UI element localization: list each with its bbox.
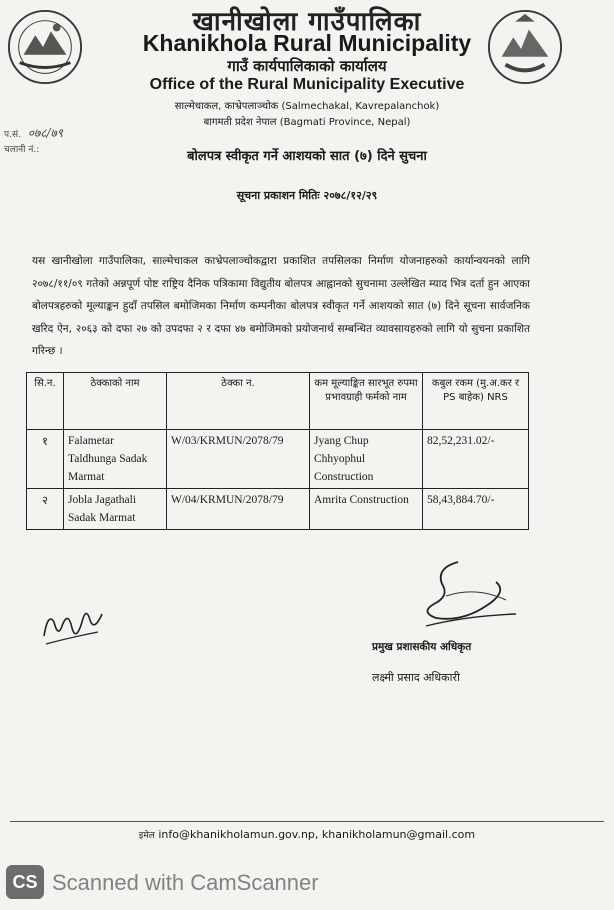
header-address-line2: बागमती प्रदेश नेपाल (Bagmati Province, Nepal)	[203, 117, 411, 128]
footer-divider	[10, 821, 604, 822]
header-office-nepali: गाउँ कार्यपालिकाको कार्यालय	[227, 57, 387, 75]
table-header-row	[27, 373, 529, 430]
cell-amount: 58,43,884.70/-	[423, 489, 529, 530]
cell-contract-name: Falametar Taldhunga Sadak Marmat	[64, 430, 167, 489]
header-title-english: Khanikhola Rural Municipality	[142, 30, 472, 56]
header-firm-name: कम मूल्याङ्कित सारभूत रुपमा प्रभावग्राही फर्मको नाम	[310, 373, 423, 430]
reference-label: प.सं.	[4, 130, 21, 140]
handwritten-signature-left	[38, 592, 108, 654]
reference-value: ०७८/७९	[27, 126, 64, 140]
header-address-line1: साल्मेचाकल, काभ्रेपलाञ्चोक (Salmechakal, Kavrepalanchok)	[174, 101, 440, 112]
email-addresses: info@khanikholamun.gov.np, khanikholamun@gmail.com	[158, 828, 476, 841]
bid-table	[26, 372, 529, 530]
dispatch-label: चलानी नं.:	[4, 145, 40, 155]
header-contract-number: ठेक्का न.	[167, 373, 310, 430]
header-title-nepali: खानीखोला गाउँपालिका	[192, 7, 422, 37]
footer-email	[0, 828, 614, 841]
header-office-english: Office of the Rural Municipality Executive	[149, 76, 465, 93]
notice-body: यस खानीखोला गाउँपालिका, साल्मेचाकल काभ्रेपलाञ्चोकद्वारा प्रकाशित तपसिलका निर्माण योजनाहरुको कार्यान्वयनको लागि २०७८/११/०९ गतेको अन्नपूर्ण पोष्ट राष्ट्रिय दैनिक पत्रिकामा विद्युतीय बोलपत्र आह्वानको सुचनामा उल्लेखित म्याद भित्र दर्ता हुन आएका बोलपत्रहरुको मूल्याङ्कन हुदाँ तपसिल बमोजिमका निर्माण कम्पनीका बोलपत्र स्वीकृत गर्ने आशयको सात (७) दिने सूचना सार्वजनिक खरिद ऐन, २०६३ को दफा २७ को उपदफा २ र दफा ४७ बमोजिमको प्रयोजनार्थ सम्बन्धित व्यावसायहरुको लागि यो सुचना प्रकाशित गरिन्छ ।	[32, 255, 530, 358]
header-amount: कबुल रकम (मु.अ.कर र PS बाहेक) NRS	[423, 373, 529, 430]
camscanner-logo: CS	[6, 865, 44, 899]
cell-amount: 82,52,231.02/-	[423, 430, 529, 489]
signatory-name: लक्ष्मी प्रसाद अधिकारी	[372, 671, 460, 684]
cell-firm-name: Jyang Chup Chhyophul Construction	[310, 430, 423, 489]
cell-contract-number: W/03/KRMUN/2078/79	[167, 430, 310, 489]
cell-sn: २	[27, 489, 64, 530]
signatory-designation: प्रमुख प्रशासकीय अधिकृत	[372, 641, 472, 653]
email-label: इमेल	[138, 831, 155, 841]
cell-firm-name: Amrita Construction	[310, 489, 423, 530]
reference-number	[4, 124, 63, 141]
cell-sn: १	[27, 430, 64, 489]
table-row	[27, 430, 529, 489]
camscanner-watermark: Scanned with CamScanner	[52, 870, 319, 895]
publish-date: सूचना प्रकाशन मितिः २०७८/१२/२९	[236, 189, 378, 202]
cell-contract-name: Jobla Jagathali Sadak Marmat	[64, 489, 167, 530]
table-row	[27, 489, 529, 530]
notice-title: बोलपत्र स्वीकृत गर्ने आशयको सात (७) दिने सुचना	[187, 149, 427, 164]
header-sn: सि.न.	[27, 373, 64, 430]
cell-contract-number: W/04/KRMUN/2078/79	[167, 489, 310, 530]
header-contract-name: ठेक्काको नाम	[64, 373, 167, 430]
